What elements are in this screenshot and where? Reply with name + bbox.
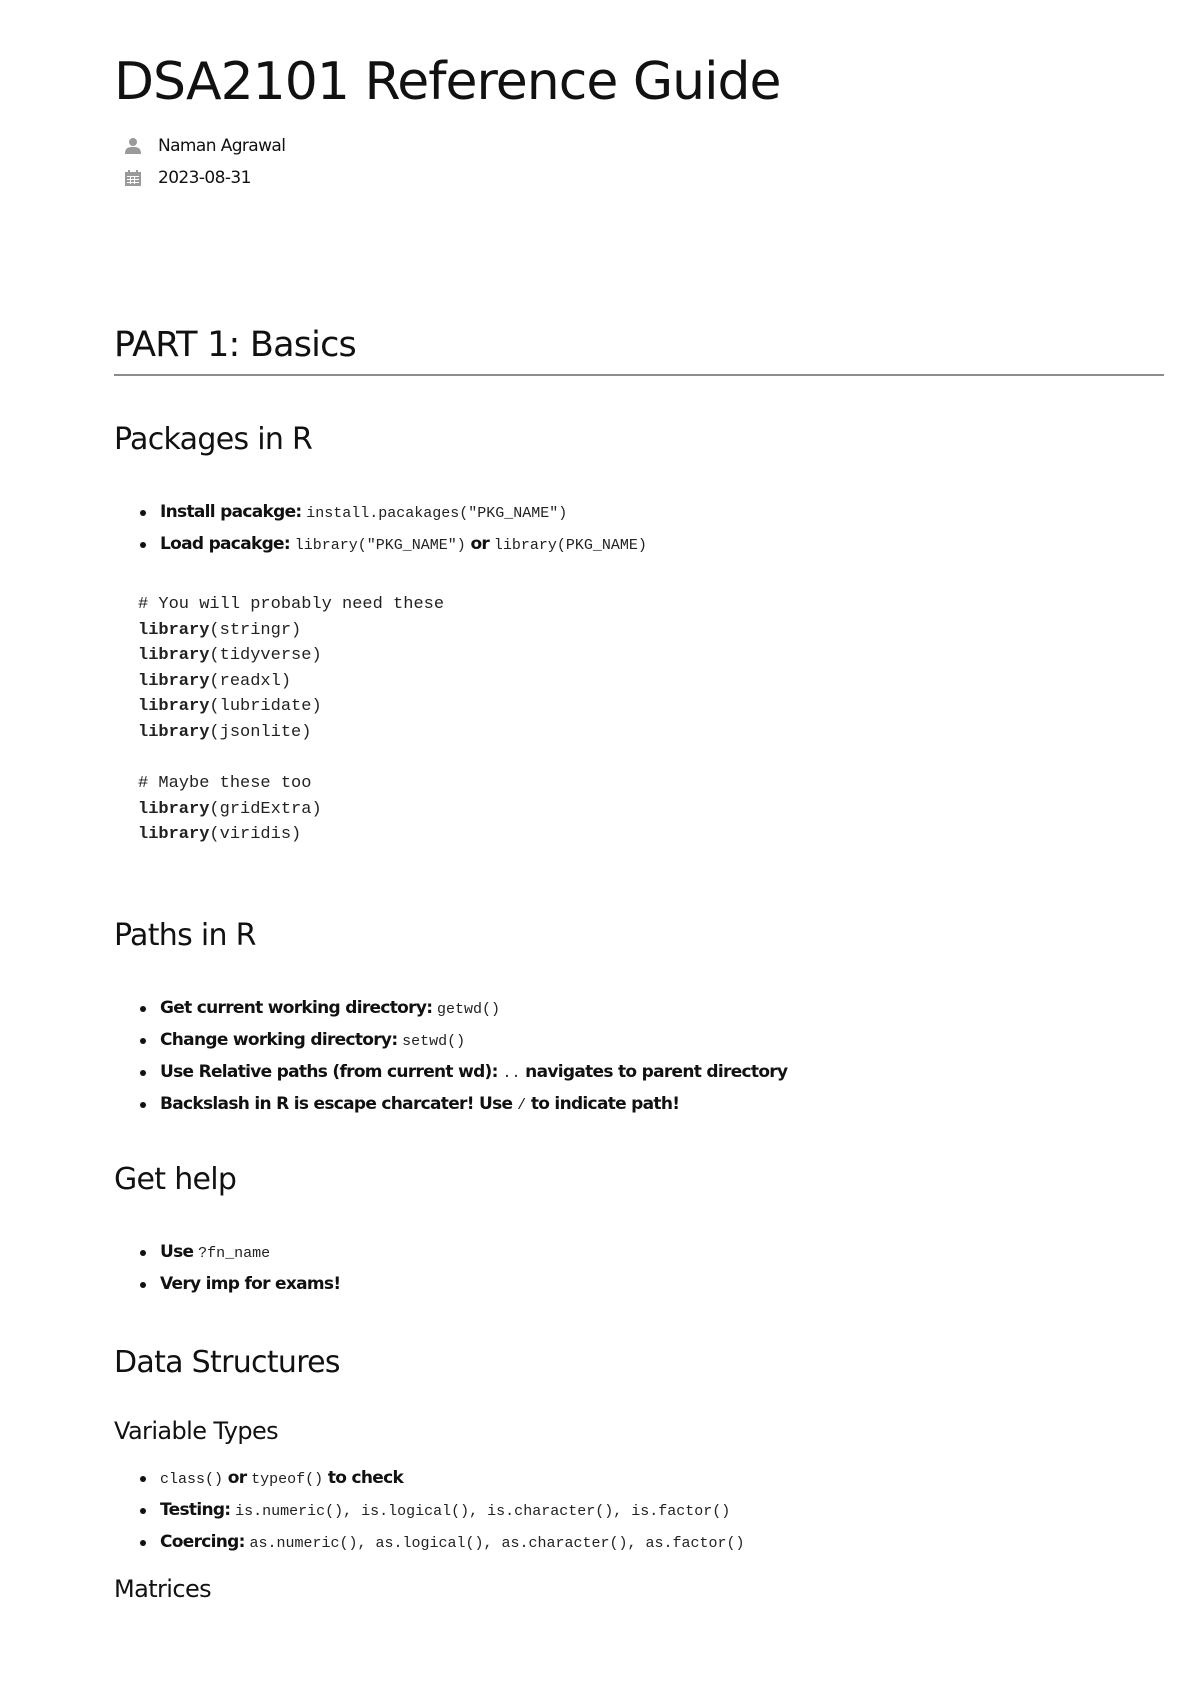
document-date: 2023-08-31 [158,168,251,188]
section-divider [114,374,1164,376]
list-item: Testing: is.numeric(), is.logical(), is.character(), is.factor() [114,1494,745,1526]
author-name: Naman Agrawal [158,136,286,156]
list-item: Coercing: as.numeric(), as.logical(), as.character(), as.factor() [114,1526,745,1558]
calendar-icon [124,169,142,187]
list-item: Get current working directory: getwd() [114,992,787,1024]
list-item: class() or typeof() to check [114,1462,745,1494]
variable-types-list [114,1462,745,1558]
data-structures-heading: Data Structures [114,1345,340,1380]
paths-heading: Paths in R [114,918,256,953]
person-icon [124,137,142,155]
paths-list [114,992,787,1120]
author-row [124,135,285,157]
document-title: DSA2101 Reference Guide [114,52,781,112]
help-heading: Get help [114,1162,237,1197]
help-list [114,1236,340,1300]
date-row [124,167,251,189]
list-item: Change working directory: setwd() [114,1024,787,1056]
list-item: Use Relative paths (from current wd): .. navigates to parent directory [114,1056,787,1088]
packages-heading: Packages in R [114,422,313,457]
variable-types-heading: Variable Types [114,1417,279,1445]
packages-code-block: # You will probably need these library(stringr) library(tidyverse) library(readxl) library(lubridate) library(jsonlite) # Maybe these too library(gridExtra) library(viridis) [138,595,445,845]
list-item: Backslash in R is escape charcater! Use / to indicate path! [114,1088,787,1120]
list-item: Use ?fn_name [114,1236,340,1268]
code-comment: # You will probably need these [138,595,445,614]
part1-heading: PART 1: Basics [114,325,356,365]
packages-list [114,496,647,560]
matrices-heading: Matrices [114,1575,212,1603]
list-item: Install pacakge: install.pacakages("PKG_NAME") [114,496,647,528]
list-item: Load pacakge: library("PKG_NAME") or library(PKG_NAME) [114,528,647,560]
list-item: Very imp for exams! [114,1268,340,1300]
code-comment: # Maybe these too [138,774,312,794]
